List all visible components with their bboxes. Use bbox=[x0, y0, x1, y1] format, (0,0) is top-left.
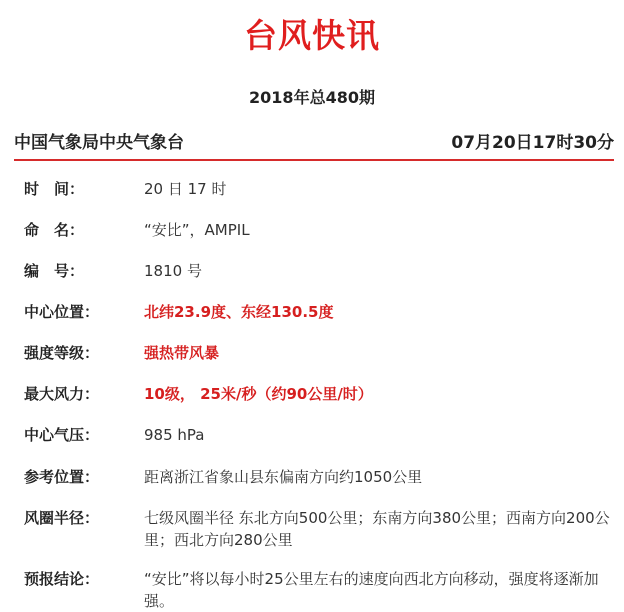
field-value: 20 日 17 时 bbox=[144, 180, 227, 198]
field-label: 参考位置： bbox=[24, 468, 100, 486]
source-header bbox=[14, 130, 614, 156]
field-label: 中心气压： bbox=[24, 426, 100, 444]
field-value-highlight: 北纬23.9度、东经130.5度 bbox=[144, 303, 334, 321]
field-value: 985 hPa bbox=[144, 426, 205, 444]
header-divider bbox=[14, 159, 614, 161]
field-value-highlight: 强热带风暴 bbox=[144, 344, 220, 362]
issue-number: 2018年总480期 bbox=[249, 88, 375, 107]
field-value: 距离浙江省象山县东偏南方向约1050公里 bbox=[144, 468, 423, 486]
field-value: “安比”，AMPIL bbox=[144, 221, 250, 239]
field-label: 风圈半径： bbox=[24, 509, 100, 527]
issue-datetime: 07月20日17时30分 bbox=[451, 133, 614, 153]
field-value: 1810 号 bbox=[144, 262, 202, 280]
field-label: 强度等级： bbox=[24, 344, 100, 362]
field-label: 预报结论： bbox=[24, 570, 100, 588]
field-value-highlight: 10级， 25米/秒（约90公里/时） bbox=[144, 385, 373, 403]
field-label: 编 号： bbox=[24, 262, 85, 280]
field-label: 命 名： bbox=[24, 221, 85, 239]
field-value: “安比”将以每小时25公里左右的速度向西北方向移动，强度将逐渐加强。 bbox=[144, 570, 599, 610]
page-title: 台风快讯 bbox=[244, 16, 380, 55]
field-label: 中心位置： bbox=[24, 303, 100, 321]
field-value: 七级风圈半径 东北方向500公里；东南方向380公里；西南方向200公里；西北方向280公里 bbox=[144, 509, 610, 549]
field-label: 时 间： bbox=[24, 180, 85, 198]
field-label: 最大风力： bbox=[24, 385, 100, 403]
issuing-agency: 中国气象局中央气象台 bbox=[14, 133, 184, 153]
